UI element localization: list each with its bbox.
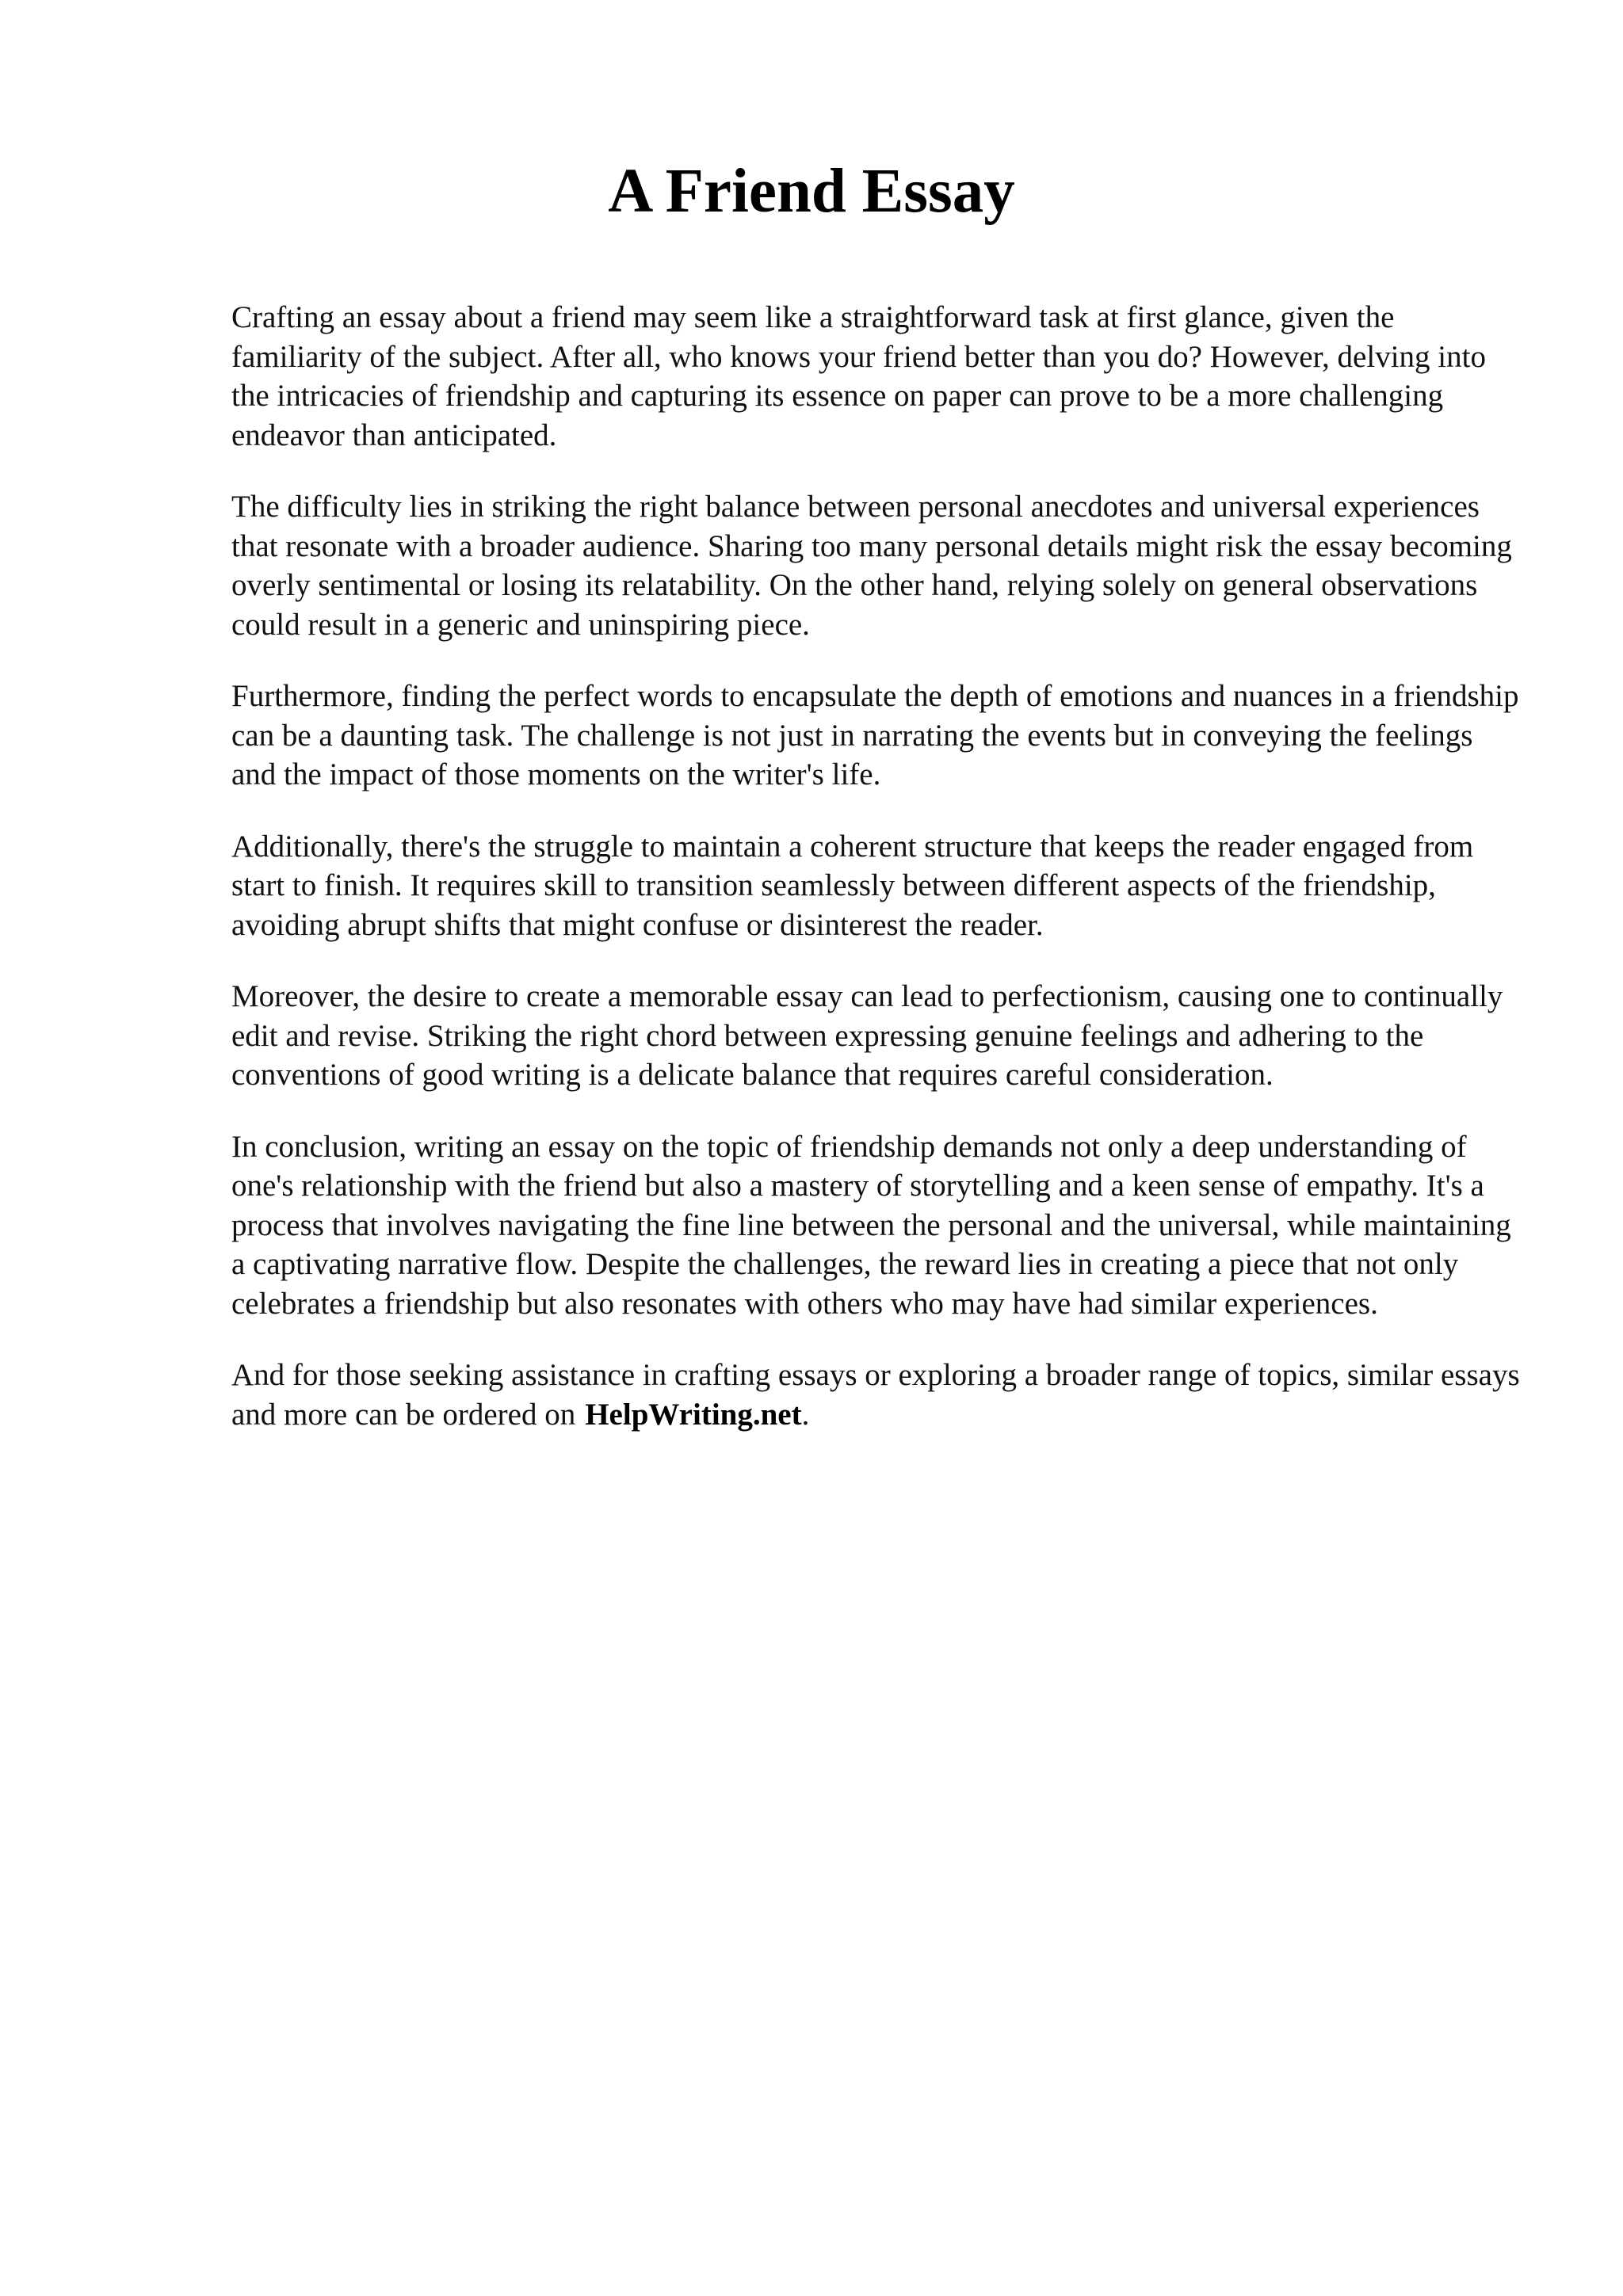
- paragraph-4: Additionally, there's the struggle to maintain a coherent structure that keeps the reader engaged from start to finish. It requires skill to transition seamlessly between different aspects of the friendship, avoiding abrupt shifts that might confuse or disinterest the reader.: [231, 829, 1474, 942]
- paragraph-5: Moreover, the desire to create a memorable essay can lead to perfectionism, causing one to continually edit and revise. Striking the right chord between expressing genuine feelings and adhering to the conventions of good writing is a delicate balance that requires careful consideration.: [231, 979, 1503, 1092]
- helpwriting-link[interactable]: HelpWriting.net: [585, 1397, 802, 1432]
- essay-body: [231, 298, 1523, 1466]
- paragraph-2: The difficulty lies in striking the right balance between personal anecdotes and universal experiences that resonate with a broader audience. Sharing too many personal details might risk the essay becoming overly sentimental or losing its relatability. On the other hand, relying solely on general observations could result in a generic and uninspiring piece.: [231, 490, 1512, 642]
- paragraph-3: Furthermore, finding the perfect words to encapsulate the depth of emotions and nuances in a friendship can be a daunting task. The challenge is not just in narrating the events but in conveying the feelings and the impact of those moments on the writer's life.: [231, 679, 1519, 791]
- page-title: A Friend Essay: [608, 157, 1015, 226]
- closing-period: .: [801, 1397, 810, 1432]
- paragraph-1: Crafting an essay about a friend may seem like a straightforward task at first glance, given the familiarity of the subject. After all, who knows your friend better than you do? However, delving into the intricacies of friendship and capturing its essence on paper can prove to be a more challenging endeavor than anticipated.: [231, 300, 1486, 452]
- closing-paragraph: [231, 1356, 1523, 1434]
- paragraph-6: In conclusion, writing an essay on the topic of friendship demands not only a deep understanding of one's relationship with the friend but also a mastery of storytelling and a keen sense of empathy. It's a process that involves navigating the fine line between the personal and the universal, while maintaining a captivating narrative flow. Despite the challenges, the reward lies in creating a piece that not only celebrates a friendship but also resonates with others who may have had similar experiences.: [231, 1129, 1511, 1321]
- closing-text: And for those seeking assistance in crafting essays or exploring a broader range of topics, similar essays and more can be ordered on: [231, 1358, 1520, 1432]
